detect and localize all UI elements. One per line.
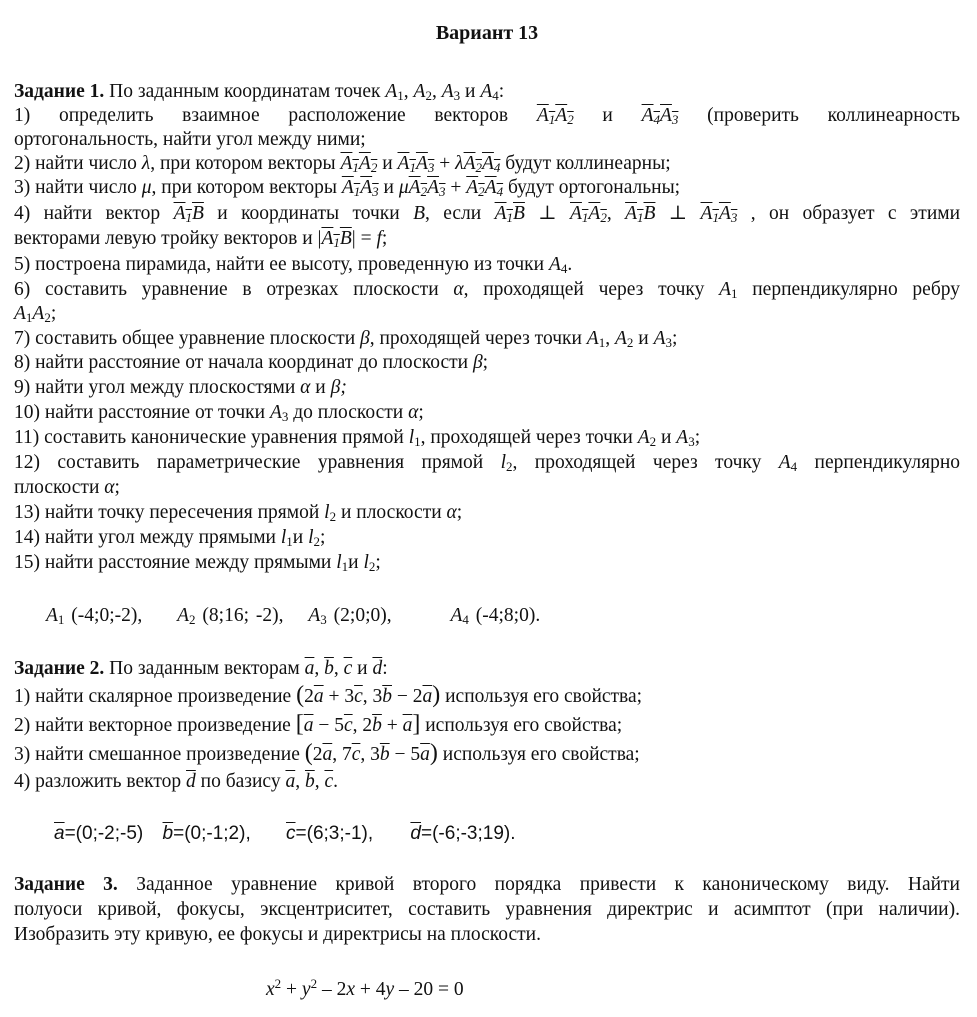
task1-points [46, 604, 540, 628]
task1-item-10: 10) найти расстояние от точки $A_3$ до плоскости α; [14, 402, 424, 424]
task1-item-4: 4) найти вектор $A_1B$ и координаты точки B, если $A_1B$ ⊥ $A_1A_2$, $A_1B$ ⊥ $A_1A_3$ , он образует с этими [14, 203, 961, 225]
task2-item-2: 2) найти векторное произведение [$\overline{a} - 5\overline{c}$, $2\overline{b} + \overline{a}$] используя его свойства; [14, 711, 623, 737]
point-a3: $A_3$ (2;0;0), [308, 605, 392, 627]
task3-text-line3: Изобразить эту кривую, ее фокусы и директрисы на плоскости. [14, 924, 541, 945]
task1-item-2: 2) найти число λ, при котором векторы $A_1A_2$ и $A_1A_3 + \lambda A_2A_4$ будут коллинеарны; [14, 153, 671, 175]
vector-c: $\overline{c}=(6;3;-1)$, [286, 823, 374, 844]
task1-item-4-cont: векторами левую тройку векторов и $|A_1B| = f$; [14, 228, 388, 250]
task2-item-4: 4) разложить вектор $\overline{d}$ по базису $\overline{a}$, $\overline{b}$, $\overline{c}$. [14, 771, 338, 792]
task1-item-1: 1) определить взаимное расположение векторов $A_1A_2$ и $A_4A_3$ (проверить коллинеарность [14, 105, 960, 127]
variant-title: Вариант 13 [435, 22, 539, 44]
task1-item-7: 7) составить общее уравнение плоскости β, проходящей через точки $A_1$, $A_2$ и $A_3$; [14, 328, 678, 350]
task1-item-14: 14) найти угол между прямыми $l_1и$ $l_2$; [14, 527, 326, 549]
task1-item-15: 15) найти расстояние между прямыми $l_1и$ $l_2$; [14, 552, 381, 574]
task1-item-12-cont: плоскости α; [14, 477, 120, 498]
task2-item-1: 1) найти скалярное произведение ($2\overline{a} + 3\overline{c}$, $3\overline{b} - 2\overline{a}$) используя его свойства; [14, 682, 643, 708]
vector-d: $\overline{d}=(-6;-3;19)$. [410, 823, 516, 844]
task1-item-5: 5) построена пирамида, найти ее высоту, проведенную из точки $A_4$. [14, 254, 573, 276]
task1-item-6-cont: $A_1A_2$; [14, 303, 57, 325]
task1-item-1-cont: ортогональность, найти угол между ними; [14, 129, 366, 150]
task2-item-3: 3) найти смешанное произведение ($2\overline{a}$, $7\overline{c}$, $3\overline{b} - 5\overline{a}$) используя его свойства; [14, 740, 640, 766]
task1-item-13: 13) найти точку пересечения прямой $l_2$ и плоскости α; [14, 502, 463, 524]
task1-item-8: 8) найти расстояние от начала координат до плоскости β; [14, 352, 489, 373]
point-a2: $A_2$ (8;16; -2), [177, 605, 284, 627]
task1-intro: Задание 1. По заданным координатам точек $A_1$, $A_2$, $A_3$ и $A_4$: [14, 81, 505, 103]
task2-vectors [54, 822, 516, 846]
task1-item-3: 3) найти число μ, при котором векторы $A_1A_3$ и $\mu A_2A_3 + A_2A_4$ будут ортогональны; [14, 177, 681, 199]
point-a1: $A_1$ (-4;0;-2), [46, 605, 143, 627]
task1-item-11: 11) составить канонические уравнения прямой $l_1$, проходящей через точки $A_2$ и $A_3$; [14, 427, 701, 449]
vector-b: $\overline{b}=(0;-1;2)$, [162, 823, 251, 844]
task1-item-6: 6) составить уравнение в отрезках плоскости α, проходящей через точку $A_1$ перпендикулярно ребру [14, 279, 960, 301]
task3-text-line2: полуоси кривой, фокусы, эксцентриситет, составить уравнения директрис и асимптот (при наличии). [14, 899, 960, 920]
task1-heading: Задание 1. [14, 81, 105, 102]
task1-item-12: 12) составить параметрические уравнения прямой $l_2$, проходящей через точку $A_4$ перпендикулярно [14, 452, 961, 474]
task3-text-line1: Задание 3. Заданное уравнение кривой второго порядка привести к каноническому виду. Найти [14, 874, 960, 895]
task2-heading: Задание 2. [14, 658, 105, 679]
vector-a: $\overline{a}=(0;-2;-5)$ [54, 823, 144, 844]
task3-equation: $x^2 + y^2 - 2x + 4y - 20 = 0$ [266, 976, 464, 1000]
task2-intro: Задание 2. По заданным векторам $\overline{a}$, $\overline{b}$, $\overline{c}$ и $\overline{d}$: [14, 658, 388, 679]
point-a4: $A_4$ (-4;8;0). [450, 605, 541, 627]
task1-item-9: 9) найти угол между плоскостями α и β; [14, 377, 347, 398]
task3-heading: Задание 3. [14, 874, 118, 895]
